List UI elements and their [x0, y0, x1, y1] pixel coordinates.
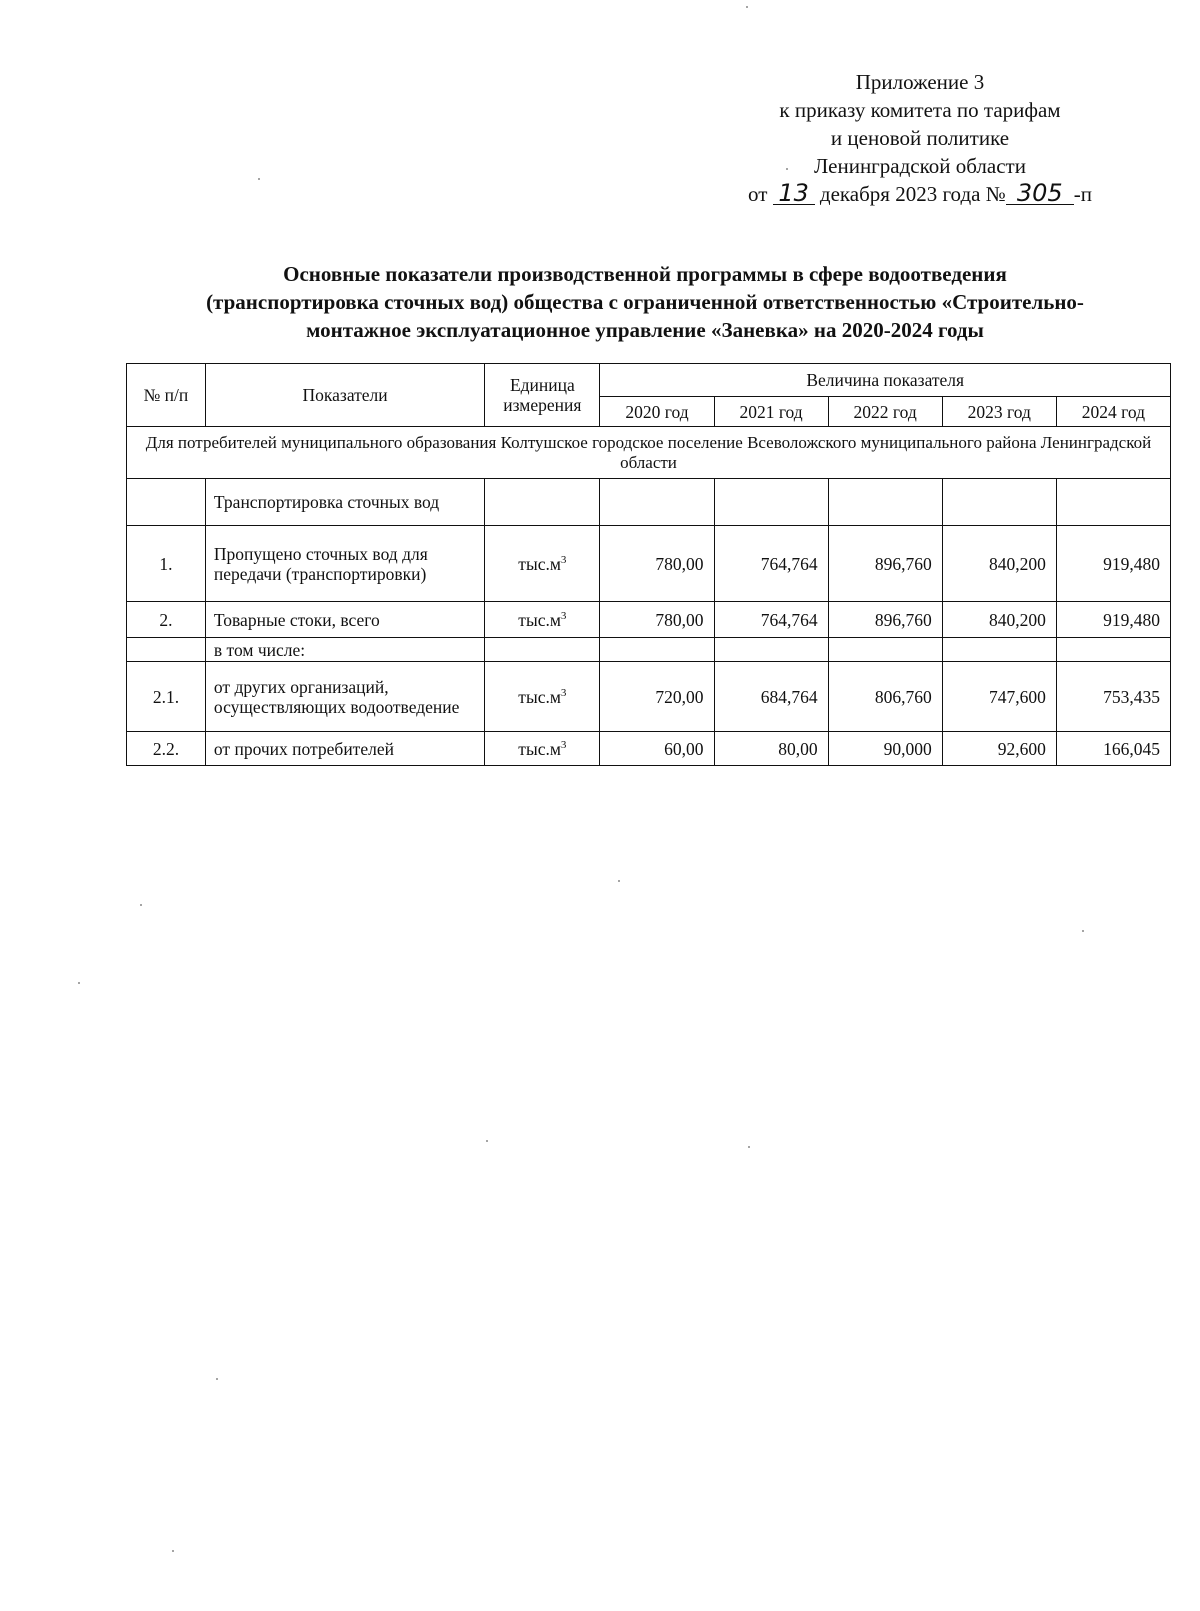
unit-sup: 3 [560, 686, 567, 699]
scan-speck [78, 982, 80, 984]
appendix-order-ref: к приказу комитета по тарифам [779, 98, 1061, 122]
row-value: 720,00 [600, 662, 714, 732]
row-value: 840,200 [942, 602, 1056, 638]
header-year: 2023 год [942, 397, 1056, 427]
table-row [127, 662, 1171, 732]
scan-speck [746, 6, 748, 8]
table-row [127, 638, 1171, 662]
row-indicator: от других организаций, осуществляющих водоотведение [205, 662, 484, 732]
row-value: 166,045 [1056, 732, 1170, 766]
scan-speck [140, 904, 142, 906]
row-value [1056, 638, 1170, 662]
row-value [942, 638, 1056, 662]
table-row [127, 602, 1171, 638]
row-value: 80,00 [714, 732, 828, 766]
row-unit [485, 638, 600, 662]
header-num: № п/п [127, 364, 206, 427]
header-indicator: Показатели [205, 364, 484, 427]
document-title [110, 260, 1180, 344]
indicators-table [126, 363, 1171, 766]
table-row [127, 732, 1171, 766]
row-value: 684,764 [714, 662, 828, 732]
scan-speck [786, 168, 788, 170]
row-num: 2.2. [127, 732, 206, 766]
row-unit [485, 732, 600, 766]
row-value [714, 479, 828, 526]
date-rest: декабря 2023 года № [819, 182, 1006, 206]
row-value: 92,600 [942, 732, 1056, 766]
row-num [127, 479, 206, 526]
appendix-date-line [700, 180, 1140, 208]
appendix-committee: и ценовой политике [830, 126, 1010, 150]
row-indicator: Пропущено сточных вод для передачи (транспортировки) [205, 526, 484, 602]
header-year: 2024 год [1056, 397, 1170, 427]
header-year: 2020 год [600, 397, 714, 427]
row-value: 747,600 [942, 662, 1056, 732]
row-value [828, 479, 942, 526]
row-value: 806,760 [828, 662, 942, 732]
header-year: 2022 год [828, 397, 942, 427]
row-indicator: в том числе: [205, 638, 484, 662]
row-value: 764,764 [714, 526, 828, 602]
header-year: 2021 год [714, 397, 828, 427]
handwritten-order-number: 305 [1006, 182, 1074, 205]
row-value [942, 479, 1056, 526]
handwritten-day: 13 [773, 182, 815, 205]
row-value: 840,200 [942, 526, 1056, 602]
scan-speck [486, 1140, 488, 1142]
unit-text: тыс.м [518, 609, 561, 630]
row-unit [485, 526, 600, 602]
row-value [714, 638, 828, 662]
table-row [127, 479, 1171, 526]
row-num: 2. [127, 602, 206, 638]
row-unit [485, 602, 600, 638]
row-indicator: Транспортировка сточных вод [205, 479, 484, 526]
row-value: 780,00 [600, 526, 714, 602]
row-value: 764,764 [714, 602, 828, 638]
unit-text: тыс.м [518, 686, 561, 707]
row-value: 919,480 [1056, 526, 1170, 602]
row-value [828, 638, 942, 662]
unit-sup: 3 [560, 553, 567, 566]
row-value: 896,760 [828, 602, 942, 638]
row-unit [485, 662, 600, 732]
unit-sup: 3 [560, 609, 567, 622]
title-line-3: монтажное эксплуатационное управление «Заневка» на 2020-2024 годы [306, 318, 984, 342]
row-value [600, 638, 714, 662]
row-value [1056, 479, 1170, 526]
unit-text: тыс.м [518, 738, 561, 759]
row-value: 896,760 [828, 526, 942, 602]
unit-sup: 3 [560, 738, 567, 751]
table-row [127, 526, 1171, 602]
row-num: 1. [127, 526, 206, 602]
row-indicator: Товарные стоки, всего [205, 602, 484, 638]
scan-speck [216, 1378, 218, 1380]
scan-speck [618, 880, 620, 882]
scan-speck [1082, 930, 1084, 932]
title-line-2: (транспортировка сточных вод) общества с ограниченной ответственностью «Строительно- [206, 290, 1084, 314]
unit-text: тыс.м [518, 553, 561, 574]
date-prefix: от [748, 182, 768, 206]
scan-speck [748, 1146, 750, 1148]
appendix-region: Ленинградской области [814, 154, 1026, 178]
row-value: 90,000 [828, 732, 942, 766]
header-unit: Единица измерения [485, 364, 600, 427]
section-header: Для потребителей муниципального образования Колтушское городское поселение Всеволожского муниципального района Ленинградской области [127, 427, 1171, 479]
title-line-1: Основные показатели производственной программы в сфере водоотведения [283, 262, 1007, 286]
scan-speck [258, 178, 260, 180]
row-unit [485, 479, 600, 526]
appendix-header [700, 68, 1140, 208]
appendix-title: Приложение 3 [855, 70, 985, 94]
header-value-group: Величина показателя [600, 364, 1171, 397]
row-value [600, 479, 714, 526]
row-value: 60,00 [600, 732, 714, 766]
row-value: 780,00 [600, 602, 714, 638]
row-value: 753,435 [1056, 662, 1170, 732]
scan-speck [172, 1550, 174, 1552]
row-value: 919,480 [1056, 602, 1170, 638]
row-num [127, 638, 206, 662]
order-suffix: -п [1073, 182, 1092, 206]
row-indicator: от прочих потребителей [205, 732, 484, 766]
row-num: 2.1. [127, 662, 206, 732]
